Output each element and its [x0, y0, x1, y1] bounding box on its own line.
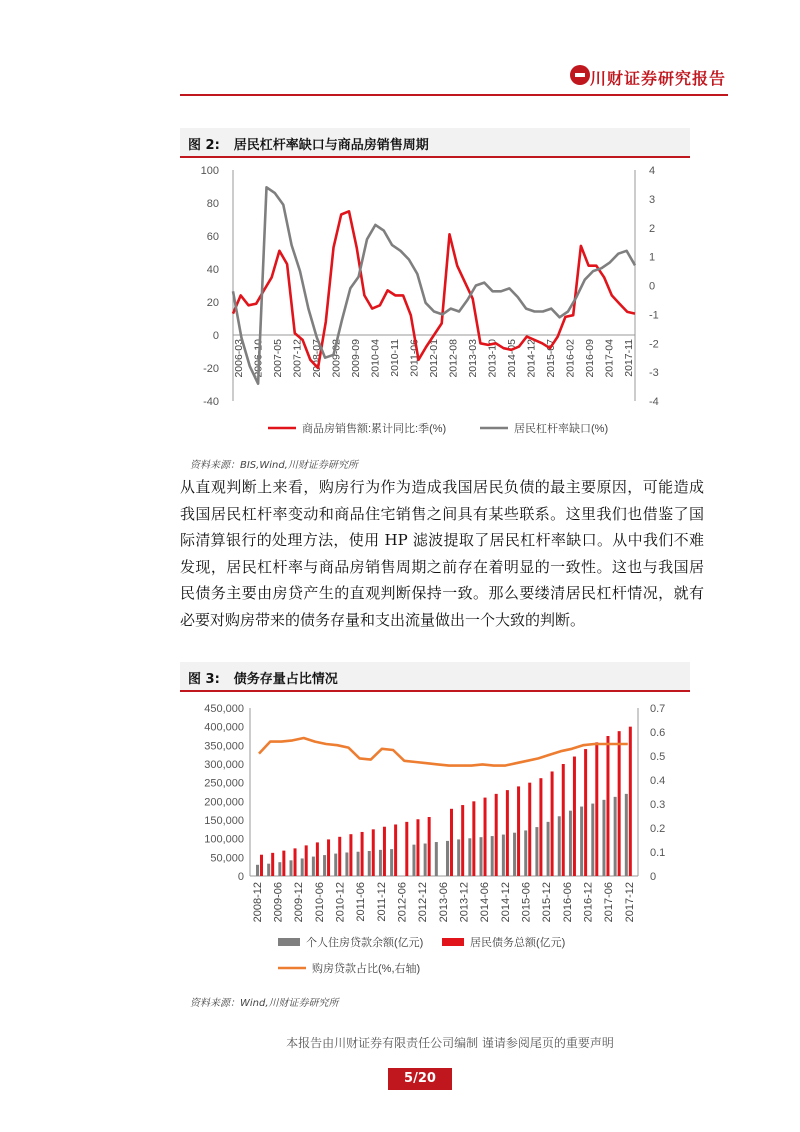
figure2-title-bar	[180, 128, 690, 158]
x-tick-label: 2006-10	[252, 339, 265, 378]
bar-housing-loan	[524, 830, 527, 876]
bar-household-debt	[416, 819, 419, 876]
y-right-tick-label: 1	[649, 251, 656, 264]
bar-housing-loan	[323, 855, 326, 876]
legend-swatch-1	[278, 938, 300, 946]
y-left-tick-label: 300,000	[204, 759, 244, 771]
bar-housing-loan	[424, 844, 427, 876]
x-tick-label: 2013-12	[458, 882, 471, 923]
x-tick-label: 2015-06	[520, 882, 533, 923]
x-tick-label: 2013-10	[486, 339, 499, 378]
bar-household-debt	[405, 822, 408, 876]
y-right-tick-label: -1	[649, 309, 659, 322]
bar-household-debt	[338, 837, 341, 876]
bar-housing-loan	[390, 849, 393, 876]
footer-note: 本报告由川财证券有限责任公司编制 谨请参阅尾页的重要声明	[286, 1036, 614, 1050]
x-tick-label: 2014-06	[479, 882, 492, 923]
x-tick-label: 2014-12	[499, 882, 512, 923]
bar-housing-loan	[290, 860, 293, 876]
x-tick-label: 2009-09	[349, 339, 362, 378]
y-right-tick-label: 2	[649, 222, 656, 235]
x-tick-label: 2015-12	[541, 882, 554, 923]
bar-household-debt	[551, 771, 554, 876]
bar-household-debt	[472, 801, 475, 876]
y-right-tick-label: 0.6	[650, 727, 666, 739]
x-tick-label: 2010-11	[388, 339, 401, 377]
x-tick-label: 2016-06	[561, 882, 574, 923]
legend-swatch-2	[442, 938, 464, 946]
bar-housing-loan	[547, 822, 550, 876]
bar-housing-loan	[513, 833, 516, 876]
y-left-tick-label: 80	[206, 198, 219, 210]
bar-housing-loan	[591, 804, 594, 876]
y-left-tick-label: 100	[200, 165, 219, 177]
bar-household-debt	[372, 829, 375, 876]
bar-housing-loan	[569, 811, 572, 876]
bar-housing-loan	[446, 841, 449, 876]
bar-housing-loan	[480, 837, 483, 876]
bar-housing-loan	[267, 864, 270, 876]
bar-housing-loan	[357, 852, 360, 876]
bar-household-debt	[394, 824, 397, 876]
figure2-chart	[180, 158, 690, 448]
bar-household-debt	[282, 851, 285, 876]
bar-household-debt	[562, 764, 565, 876]
x-tick-label: 2009-02	[330, 339, 343, 378]
bar-household-debt	[383, 827, 386, 876]
bar-household-debt	[606, 736, 609, 876]
y-left-tick-label: 100,000	[204, 833, 244, 846]
figure3-title-bar	[180, 662, 690, 692]
x-tick-label: 2016-09	[583, 339, 596, 378]
x-tick-label: 2016-02	[564, 339, 577, 378]
y-left-tick-label: 40	[206, 264, 219, 276]
bar-housing-loan	[379, 850, 382, 876]
bar-housing-loan	[580, 807, 583, 876]
bar-household-debt	[327, 839, 330, 876]
y-right-tick-label: 4	[649, 165, 656, 177]
body-paragraph: 从直观判断上来看，购房行为作为造成我国居民负债的最主要原因，可能造成我国居民杠杆率变动和商品住宅销售之间具有某些联系。这里我们也借鉴了国际清算银行的处理方法，使用 HP 滤波提取了居民杠杆率缺口。从中我们不难发现，居民杠杆率与商品房销售周期之前存在着明显的一致性。这也与我国居民债务主要由房贷产生的直观判断保持一致。那么要缕清居民杠杆情况，就有必要对购房带来的债务存量和支出流量做出一个大致的判断。	[180, 478, 704, 629]
x-tick-label: 2007-05	[271, 339, 284, 378]
page-number: 5/20	[388, 1068, 452, 1090]
bar-household-debt	[629, 727, 632, 876]
x-tick-label: 2017-04	[603, 339, 616, 378]
bar-housing-loan	[457, 839, 460, 876]
bar-housing-loan	[312, 857, 315, 876]
x-tick-label: 2012-06	[396, 882, 409, 923]
x-tick-label: 2016-12	[582, 882, 595, 923]
y-right-tick-label: 0.3	[650, 799, 666, 811]
y-left-tick-label: -40	[203, 396, 219, 408]
bar-housing-loan	[345, 852, 348, 876]
bar-housing-loan	[558, 816, 561, 876]
bar-housing-loan	[301, 858, 304, 876]
y-left-tick-label: 50,000	[210, 852, 244, 865]
header-rule	[180, 94, 728, 96]
bar-household-debt	[271, 853, 274, 876]
header-title: 川财证券研究报告	[589, 69, 726, 88]
bar-housing-loan	[614, 797, 617, 876]
y-right-tick-label: 0.5	[650, 751, 666, 763]
x-tick-label: 2014-12	[525, 339, 538, 378]
y-right-tick-label: -3	[649, 367, 659, 380]
bar-household-debt	[450, 809, 453, 876]
x-tick-label: 2011-12	[375, 882, 388, 922]
x-tick-label: 2013-03	[466, 339, 479, 378]
bar-household-debt	[618, 731, 621, 876]
y-left-tick-label: 250,000	[204, 777, 244, 790]
x-tick-label: 2007-12	[291, 339, 304, 378]
y-right-tick-label: 0.7	[650, 703, 666, 715]
x-tick-label: 2006-03	[232, 339, 245, 378]
y-right-tick-label: 0	[650, 871, 657, 883]
report-header	[180, 56, 728, 96]
x-tick-label: 2012-12	[417, 882, 430, 923]
bar-housing-loan	[502, 835, 505, 876]
x-tick-label: 2012-08	[447, 339, 460, 378]
y-left-tick-label: 150,000	[204, 815, 244, 827]
y-right-tick-label: -2	[649, 338, 659, 351]
y-left-tick-label: 20	[206, 297, 219, 309]
bar-household-debt	[260, 855, 263, 876]
bar-housing-loan	[412, 845, 415, 876]
x-tick-label: 2013-06	[437, 882, 450, 923]
bar-household-debt	[573, 757, 576, 876]
company-logo-icon	[570, 65, 590, 85]
legend-label-1: 个人住房贷款余额(亿元)	[306, 937, 424, 949]
y-right-tick-label: -4	[649, 396, 659, 408]
x-tick-label: 2008-12	[251, 882, 264, 923]
y-right-tick-label: 3	[649, 193, 656, 206]
bar-housing-loan	[334, 854, 337, 876]
y-right-tick-label: 0.4	[650, 775, 666, 787]
bar-household-debt	[484, 798, 487, 876]
legend-label-2: 居民杠杆率缺口(%)	[514, 423, 609, 435]
bar-housing-loan	[625, 794, 628, 876]
figure3-chart	[180, 692, 690, 990]
x-tick-label: 2008-07	[310, 339, 323, 378]
y-right-tick-label: 0.1	[650, 847, 666, 859]
bar-household-debt	[595, 742, 598, 876]
bar-housing-loan	[535, 827, 538, 876]
figure3-number: 图 3:	[188, 672, 220, 687]
bar-household-debt	[361, 832, 364, 876]
x-tick-label: 2012-01	[427, 339, 440, 378]
y-left-tick-label: 0	[237, 871, 244, 883]
y-left-tick-label: 400,000	[204, 721, 244, 734]
bar-household-debt	[428, 817, 431, 876]
y-left-tick-label: 60	[206, 231, 219, 243]
figure2-title: 居民杠杆率缺口与商品房销售周期	[233, 138, 429, 153]
bar-household-debt	[528, 783, 531, 876]
y-right-tick-label: 0	[649, 280, 656, 293]
bar-housing-loan	[602, 800, 605, 876]
bar-household-debt	[539, 778, 542, 876]
figure2-number: 图 2:	[188, 138, 220, 153]
x-tick-label: 2011-06	[355, 882, 368, 922]
figure2-source: 资料来源：BIS,Wind,川财证券研究所	[190, 460, 358, 471]
y-left-tick-label: 350,000	[204, 740, 244, 753]
bar-household-debt	[294, 848, 297, 876]
figure3-source: 资料来源：Wind,川财证券研究所	[190, 998, 339, 1009]
x-tick-label: 2011-06	[408, 339, 421, 377]
legend-label-1: 商品房销售额:累计同比:季(%)	[302, 423, 447, 435]
x-tick-label: 2010-06	[313, 882, 326, 923]
figure3-svg	[180, 692, 690, 990]
x-tick-label: 2010-12	[334, 882, 347, 923]
x-tick-label: 2017-12	[623, 882, 636, 923]
figure3-title: 债务存量占比情况	[233, 672, 338, 687]
bar-housing-loan	[491, 836, 494, 876]
x-tick-label: 2015-07	[544, 339, 557, 378]
y-left-tick-label: 0	[212, 330, 219, 342]
bar-housing-loan	[368, 851, 371, 876]
bar-household-debt	[506, 790, 509, 876]
y-left-tick-label: -20	[203, 363, 219, 375]
bar-housing-loan	[256, 865, 259, 876]
legend-label-3: 购房贷款占比(%,右轴)	[312, 963, 421, 975]
bar-household-debt	[349, 834, 352, 876]
x-tick-label: 2009-06	[272, 882, 285, 923]
x-tick-label: 2017-11	[622, 339, 635, 377]
figure2-svg	[180, 158, 690, 448]
bar-housing-loan	[468, 838, 471, 876]
y-right-tick-label: 0.2	[650, 823, 666, 835]
y-left-tick-label: 200,000	[204, 796, 244, 809]
bar-household-debt	[305, 845, 308, 876]
bar-household-debt	[461, 805, 464, 876]
bar-household-debt	[517, 786, 520, 876]
bar-housing-loan	[278, 862, 281, 876]
x-tick-label: 2009-12	[293, 882, 306, 923]
series-line-ratio	[259, 738, 628, 766]
bar-household-debt	[316, 842, 319, 876]
x-tick-label: 2014-05	[505, 339, 518, 378]
bar-household-debt	[584, 749, 587, 876]
legend-label-2: 居民债务总额(亿元)	[470, 937, 566, 949]
x-tick-label: 2017-06	[603, 882, 616, 923]
bar-housing-loan	[435, 842, 438, 876]
y-left-tick-label: 450,000	[204, 703, 244, 715]
x-tick-label: 2010-04	[369, 339, 382, 378]
bar-household-debt	[495, 794, 498, 876]
